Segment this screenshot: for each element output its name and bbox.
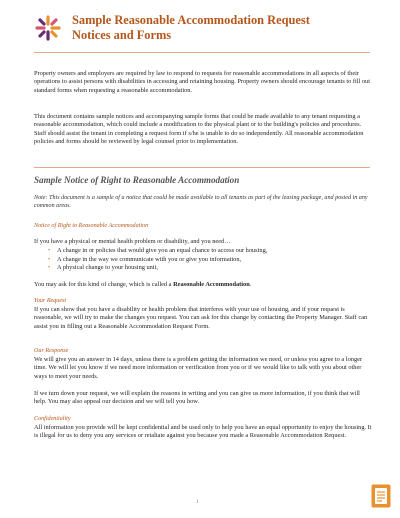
title-line-2: Notices and Forms <box>72 28 172 42</box>
confidentiality-heading: Confidentiality <box>34 416 71 422</box>
lead-in-text: If you have a physical or mental health problem or disability, and you need… <box>34 238 231 245</box>
ask-suffix: . <box>249 281 252 288</box>
list-item: • A physical change to your housing unit, <box>48 264 368 273</box>
list-item: • A change in the way we communicate with you or give you information, <box>48 256 368 265</box>
section-rule <box>34 167 370 168</box>
ask-text <box>34 281 372 289</box>
page-number: 1 <box>196 500 199 505</box>
confidentiality-text: All information you provide will be kept confidential and be used only to help you have an equal opportunity to enjoy the housing. It is illegal for us to deny you any services or retaliate against you because you made a Reasonable Accommodation Request. <box>34 424 372 440</box>
burst-logo-icon <box>34 14 62 42</box>
reasonable-accommodation-term: Reasonable Accommodation <box>173 281 250 288</box>
our-response-heading: Our Response <box>34 348 69 354</box>
your-request-heading: Your Request <box>34 298 67 304</box>
turn-down-text: If we turn down your request, we will explain the reasons in writing and you can give us more information, if you think that will help. You may also appeal our decision and we will tell you how. <box>34 390 360 406</box>
ask-prefix: You may ask for this kind of change, which is called a <box>34 281 174 288</box>
title-rule <box>34 52 370 53</box>
list-item: • A change in or policies that would give you an equal chance to access our housing, <box>48 247 368 256</box>
section-heading: Sample Notice of Right to Reasonable Accommodation <box>34 175 240 185</box>
document-title <box>72 13 372 43</box>
note-text: Note: This document is a sample of a notice that could be made available to all tenants as part of the leasing package, and posted in any common areas. <box>34 195 368 210</box>
our-response-text: We will give you an answer in 14 days, unless there is a problem getting the information we need, or unless you agree to a longer time. We will let you know if we need more information or verification from you or if we would like to talk with you about other ways to meet your needs. <box>34 356 363 380</box>
your-request-text: If you can show that you have a disability or health problem that interferes with your use of housing, and if your request is reasonable, we will try to make the changes you request. You can ask for this change by contacting the Property Manager. Staff can assist you in filling out a Reasonable Accommodation Request Form. <box>34 306 368 330</box>
document-icon[interactable] <box>371 484 391 508</box>
second-paragraph: This document contains sample notices and accompanying sample forms that could be made available to any tenant requesting a reasonable accommodation, which could include a modification to the physical plant or to the building's policies and procedures. Staff should assist the tenant in completing a request form if s/he is unable to do so independently. All reasonable accommodation policies and forms should be reviewed by legal counsel prior to implementation. <box>34 113 364 146</box>
title-line-1: Sample Reasonable Accommodation Request <box>72 13 310 27</box>
notice-title: Notice of Right to Reasonable Accommodation <box>34 223 149 229</box>
needs-list <box>48 247 368 273</box>
intro-paragraph: Property owners and employers are required by law to respond to requests for reasonable accommodations in all aspects of their operations to assist persons with disabilities in accessing and retaining housing. Property owners should encourage tenants to fill out standard forms when requesting a reasonable accommodation. <box>34 70 370 94</box>
